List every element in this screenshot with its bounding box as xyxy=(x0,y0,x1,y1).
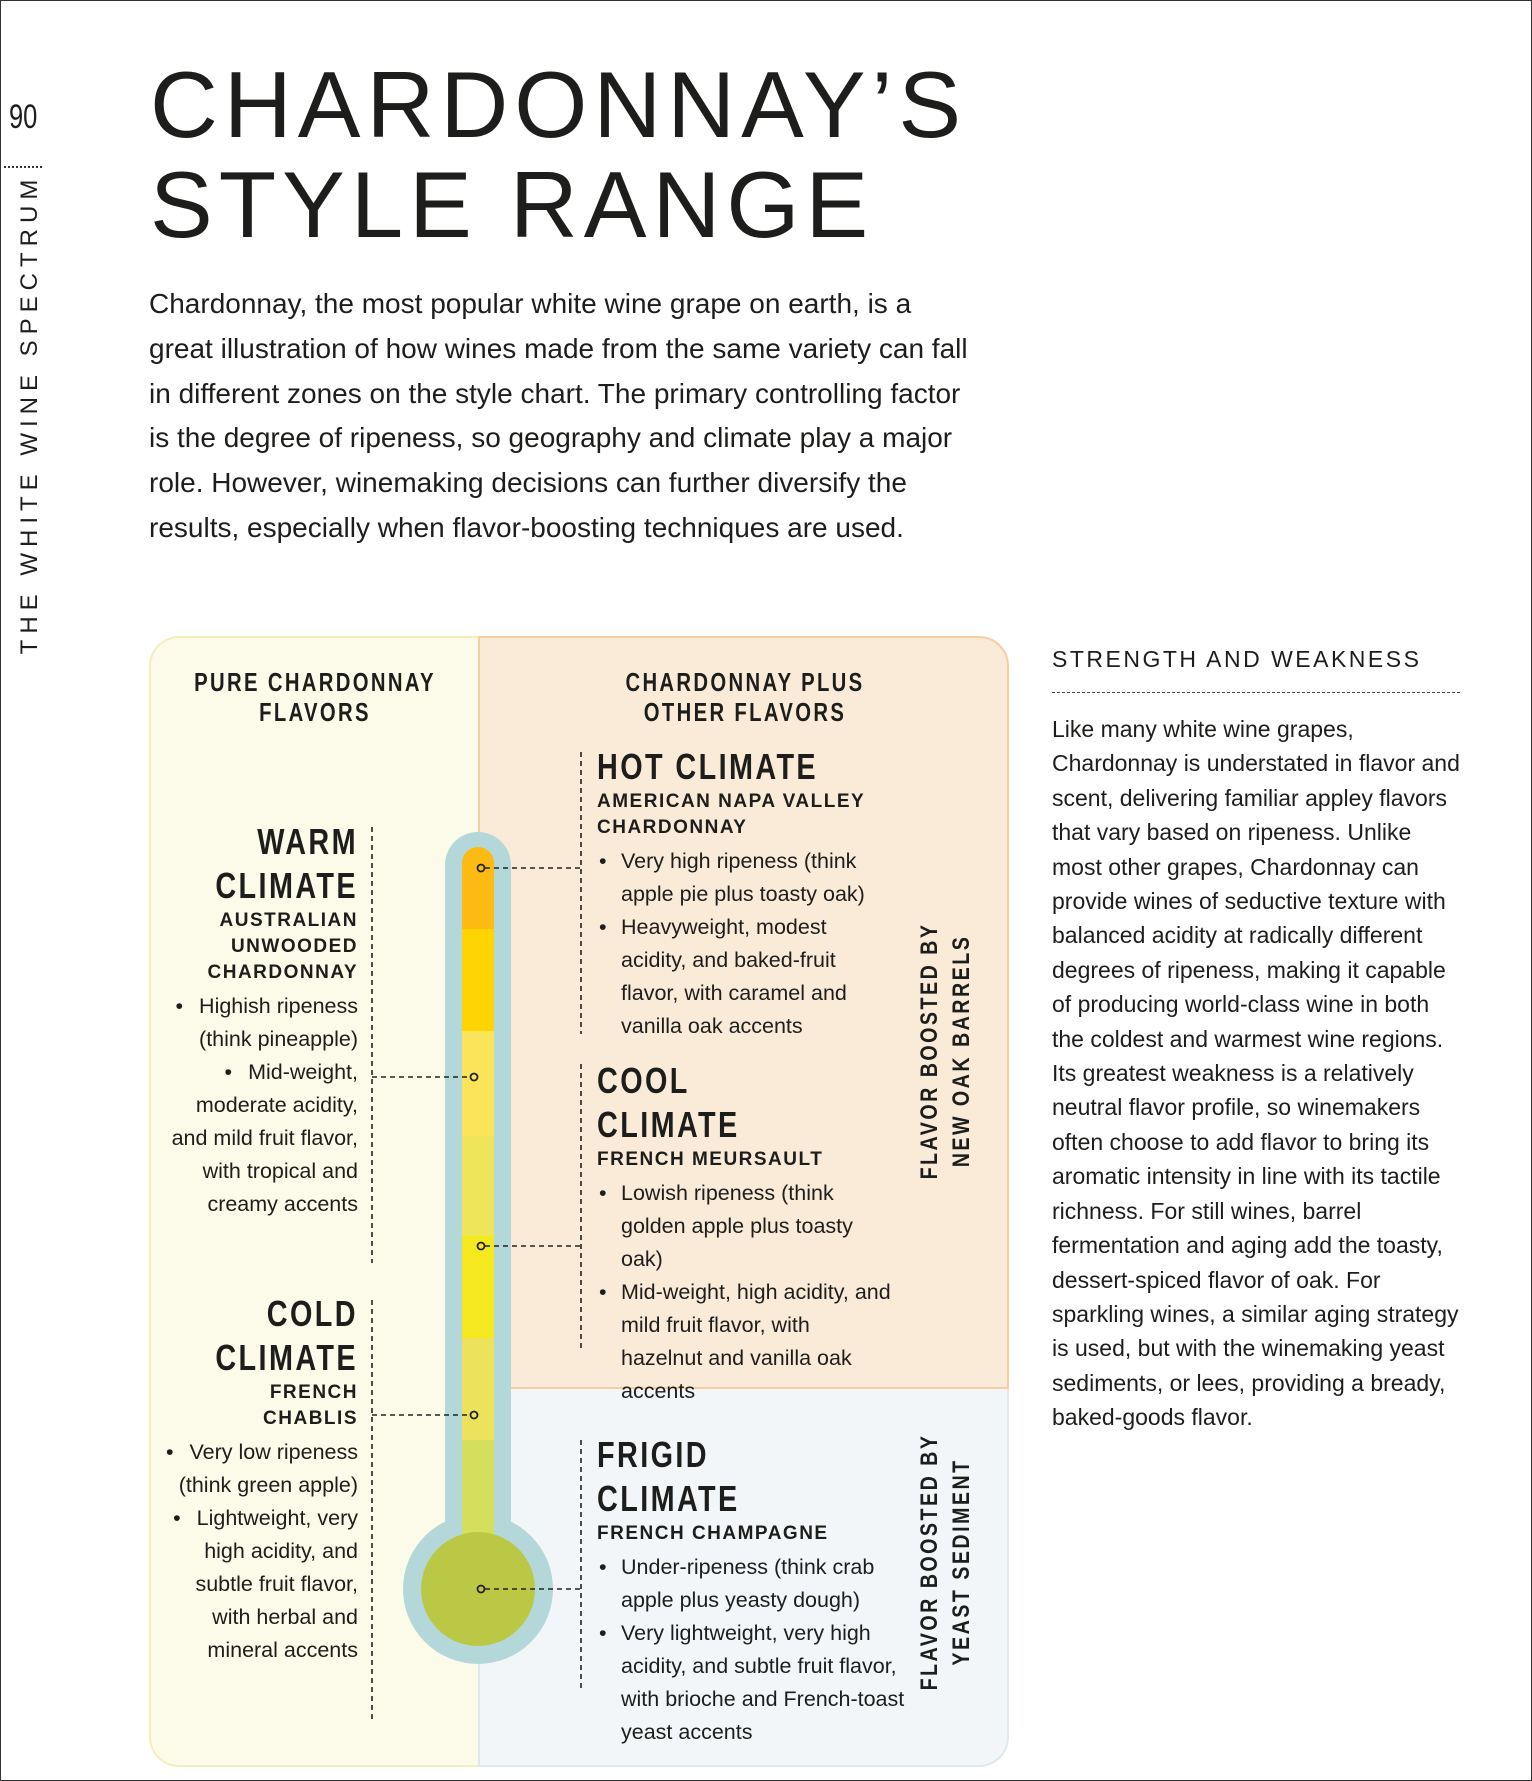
block-title: CLIMATE xyxy=(215,1337,358,1378)
section-label: THE WHITE WINE SPECTRUM xyxy=(16,173,43,655)
block-title: FRIGID CLIMATE xyxy=(597,1434,740,1519)
block-title: COLD xyxy=(266,1293,358,1334)
pure-flavors-header xyxy=(194,667,436,727)
wine-name: CHARDONNAY xyxy=(597,817,748,838)
bullet: • Under-ripeness (think crab apple plus yeasty dough) xyxy=(597,1551,907,1617)
label-line: YEAST SEDIMENT xyxy=(948,1458,975,1666)
cold-climate-block xyxy=(160,1292,358,1667)
label-line: FLAVOR BOOSTED BY xyxy=(916,922,943,1180)
plus-flavors-header xyxy=(624,667,866,727)
sidebar-heading: STRENGTH AND WEAKNESS xyxy=(1052,646,1422,672)
title-line: STYLE RANGE xyxy=(150,152,875,257)
bullet: • Lowish ripeness (think golden apple plus toasty oak) xyxy=(597,1177,897,1276)
block-title: HOT CLIMATE xyxy=(597,746,819,787)
wine-name: CHARDONNAY xyxy=(207,962,358,983)
sidebar-rule xyxy=(1052,692,1460,693)
header-line: OTHER FLAVORS xyxy=(643,697,847,727)
header-line: PURE CHARDONNAY xyxy=(194,667,436,697)
wine-name: AUSTRALIAN xyxy=(219,910,358,931)
label-line: FLAVOR BOOSTED BY xyxy=(916,1433,943,1691)
bullet: • Very low ripeness (think green apple) xyxy=(160,1436,358,1502)
cool-climate-block xyxy=(597,1059,897,1408)
warm-climate-block xyxy=(160,820,358,1221)
frigid-climate-block xyxy=(597,1433,907,1749)
header-line: CHARDONNAY PLUS xyxy=(625,667,865,697)
block-title: COOL CLIMATE xyxy=(597,1060,740,1145)
oak-boost-label xyxy=(914,894,978,1207)
bullet: • Mid-weight, high acidity, and mild fruit flavor, with hazelnut and vanilla oak accents xyxy=(597,1276,897,1408)
bullet: • Highish ripeness (think pineapple) xyxy=(160,990,358,1056)
yeast-boost-label xyxy=(914,1405,978,1718)
wine-name: FRENCH CHAMPAGNE xyxy=(597,1523,829,1544)
sidebar-body: Like many white wine grapes, Chardonnay is understated in flavor and scent, delivering familiar appley flavors that vary based on ripeness. Unlike most other grapes, Chardonnay can provide wines of seductive texture with balanced acidity at radically different degrees of ripeness, making it capable of producing world-class wine in both the coldest and warmest wine regions. Its greatest weakness is a relatively neutral flavor profile, so winemakers often choose to add flavor to bring its aromatic intensity in line with its tactile richness. For still wines, barrel fermentation and aging add the toasty, dessert-spiced flavor of oak. For sparkling wines, a similar aging strategy is used, but with the winemaking yeast sediments, or lees, providing a bready, baked-goods flavor. xyxy=(1052,716,1460,1431)
label-line: NEW OAK BARRELS xyxy=(948,934,975,1168)
wine-name: FRENCH xyxy=(269,1382,358,1403)
header-line: FLAVORS xyxy=(259,697,371,727)
bullet: • Heavyweight, modest acidity, and baked-fruit flavor, with caramel and vanilla oak accents xyxy=(597,911,897,1043)
bullet: • Mid-weight, moderate acidity, and mild fruit flavor, with tropical and creamy accents xyxy=(160,1056,358,1221)
block-title: CLIMATE xyxy=(215,865,358,906)
hot-climate-block xyxy=(597,745,897,1043)
wine-name: CHABLIS xyxy=(263,1408,358,1429)
bullet: • Very high ripeness (think apple pie plus toasty oak) xyxy=(597,845,897,911)
bullet: • Very lightweight, very high acidity, and subtle fruit flavor, with brioche and French-toast yeast accents xyxy=(597,1617,907,1749)
wine-name: UNWOODED xyxy=(230,936,358,957)
title-line: CHARDONNAY’S xyxy=(150,52,968,157)
wine-name: FRENCH MEURSAULT xyxy=(597,1149,824,1170)
intro-paragraph: Chardonnay, the most popular white wine grape on earth, is a great illustration of how wines made from the same variety can fall in different zones on the style chart. The primary controlling factor is the degree of ripeness, so geography and climate play a major role. However, winemaking decisions can further diversify the results, especially when flavor-boosting techniques are used. xyxy=(149,288,968,543)
wine-name: AMERICAN NAPA VALLEY xyxy=(597,791,866,812)
bullet: • Lightweight, very high acidity, and subtle fruit flavor, with herbal and mineral accents xyxy=(160,1502,358,1667)
block-title: WARM xyxy=(257,821,358,862)
page-number: 90 xyxy=(9,98,38,136)
